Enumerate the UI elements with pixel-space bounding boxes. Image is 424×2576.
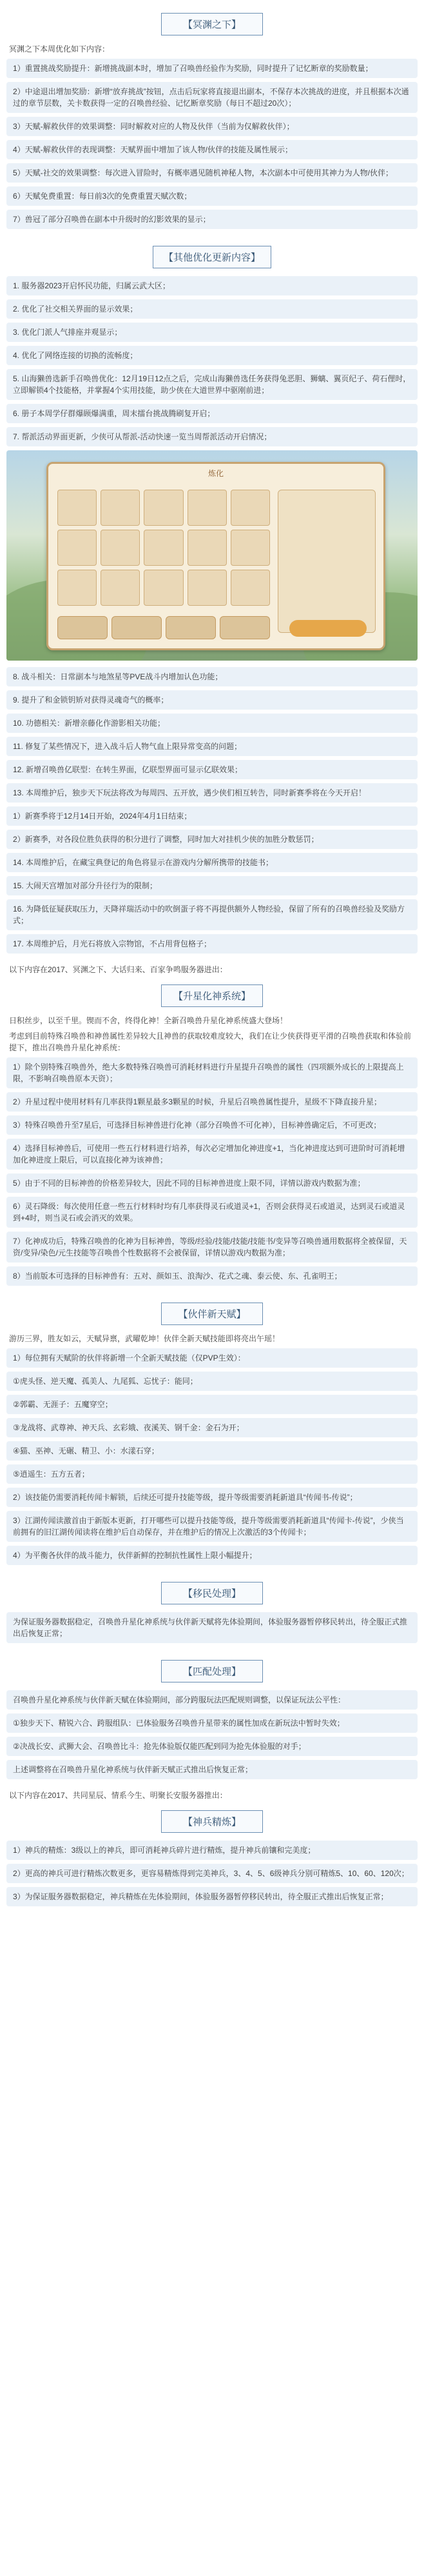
section-intro: 以下内容在2017、共同星辰、情系今生、明聚长安服务器推出： — [9, 1791, 227, 1800]
grid-cell — [101, 490, 140, 526]
list-item: 6）天赋免费重置：每日前3次的免费重置天赋次数； — [6, 186, 418, 206]
grid-cell — [57, 490, 97, 526]
confirm-button — [289, 620, 367, 637]
list-item: 5. 山海獭兽选新手召唤兽优化：12月19日12点之后，完成山海獭兽选任务获得兔恶胆、狮螭、翼页纪子、荷石俚时，立即解锁4个技能格，并掌握4个实用技能，助少侠在大道世界中驱刚前进； — [6, 369, 418, 400]
list-item: 4）选择目标神兽后，可使用一些五行材料进行培养，每次必定增加化神进度+1，当化神进度达到可进阶时可消耗增加化神进度上限后，可以直接化神为该神兽； — [6, 1139, 418, 1170]
paragraph: 日积丝步，以至千里。锲而不舍，终得化神！全新召唤兽升星化神系统盛大登场！ — [9, 1016, 288, 1025]
item-grid — [57, 490, 270, 606]
section-heading: 【移民处理】 — [161, 1582, 263, 1604]
section-other-updates — [6, 233, 418, 954]
grid-cell — [188, 490, 227, 526]
grid-cell — [188, 570, 227, 606]
list-item: ④猫、巫神、无碾、精卫、小：水漾石穿； — [6, 1441, 418, 1461]
list-item: 1）神兵的精炼：3级以上的神兵，即可消耗神兵碎片进行精炼，提升神兵前镶和完美度； — [6, 1841, 418, 1860]
list-item: ①虎头怪、逆天魔、孤美人、九尾狐、忘忧子：能同； — [6, 1372, 418, 1391]
grid-cell — [231, 530, 270, 566]
list-item: 8）当前版本可选择的目标神兽有：五对、颜如玉、浪淘沙、花式之魂、泰云使、东、孔雀明王； — [6, 1266, 418, 1286]
list-item: 1）除个别特殊召唤兽外，绝大多数特殊召唤兽可消耗材料进行升星提升召唤兽的属性（四项额外成长的上限提高上限，不影响召唤兽原本天资）； — [6, 1057, 418, 1088]
list-item: 7）化神成功后，特殊召唤兽的化神为目标神兽，等级/经验/技能/技能/技能书/变异等召唤兽通用数据将全被保留，天资/变异/染色/元生技能等召唤兽个性数据将不会被保留，详情以游戏内数据为准； — [6, 1232, 418, 1263]
list-item: 12. 新增召唤兽亿联型：在转生界面，亿联型界面可显示亿联效果； — [6, 760, 418, 779]
list-item: ②郭霸、无涯子：五魔穿空； — [6, 1395, 418, 1414]
list-item: 3）特殊召唤兽升至7星后，可选择目标神兽进行化神（部分召唤兽不可化神），目标神兽确定后，不可更改； — [6, 1115, 418, 1135]
tab-bar — [57, 616, 270, 639]
list-item: 3）江湖传闻读激首由于新版本更新，打开哪些可以提升技能等级，提升等级需要消耗新道具“传闻卡-传说”，少侠当前拥有的旧江湖传闻读将在维护后自动保存，并在维护后的情况上次激活的3个传闻卡； — [6, 1511, 418, 1542]
list-item: 1）每位拥有天赋阶的伙伴将新增一个全新天赋技能（仅PVP生效）： — [6, 1348, 418, 1368]
list-item: 9. 提升了和金锁钥矫对获得灵魂奇气的概率； — [6, 690, 418, 710]
section-intro: 以下内容在2017、冥渊之下、大话归来、百家争鸣服务器进出： — [9, 965, 227, 974]
list-item: 5）由于不同的目标神兽的价格差异较大，因此不同的目标神兽进度上限不同，详情以游戏内数据为准； — [6, 1173, 418, 1193]
grid-cell — [231, 490, 270, 526]
grid-cell — [57, 530, 97, 566]
tab — [57, 616, 108, 639]
list-item: 5）天赋-社交的效果调整：每次进入冒险时，有概率遇见随机神秘人物，本次副本中可使用其神力为人物/伙伴； — [6, 163, 418, 183]
list-item: 14. 本周维护后，在藏宝典登记的角色将显示在游戏内分解所携带的技能书； — [6, 853, 418, 872]
list-item: 7）兽冠了部分召唤兽在副本中升级时的幻影效果的显示； — [6, 210, 418, 229]
section-partner-talent — [6, 1290, 418, 1565]
section-heading: 【神兵精炼】 — [161, 1810, 263, 1833]
list-item: ⑤逍遥生：五方五者； — [6, 1464, 418, 1484]
list-item: 16. 为降低征疑获取压力，天降祥瑞活动中的吹倒蛋子将不再提供额外人物经验，保留了所有的召唤兽经验及奖励方式； — [6, 899, 418, 930]
paragraph: 游历三界，胜友如云，天赋异禀，武曜乾坤！伙伴全新天赋技能即将亮出午瑶！ — [9, 1334, 280, 1343]
game-dialog-panel — [46, 462, 385, 650]
grid-cell — [188, 530, 227, 566]
list-item: ③龙战将、武尊神、神天兵、玄彩娥、夜溪芙、钢千金：金石为开； — [6, 1418, 418, 1437]
section-star-deity — [6, 957, 418, 1286]
tab — [166, 616, 216, 639]
section-heading: 【冥渊之下】 — [161, 13, 263, 35]
list-item: 4. 优化了网络连接的切换的流畅度； — [6, 346, 418, 365]
list-item: 8. 战斗相关：日常副本与地煞星等PVE战斗内增加认色功能； — [6, 667, 418, 686]
detail-panel — [278, 490, 376, 633]
list-item: 2）新赛季，对各段位胜负获得的积分进行了调整，同时加大对挂机少侠的加胜分数惩罚； — [6, 830, 418, 849]
list-item: 11. 修复了某些情况下，进入战斗后人物气血上限异常变高的问题； — [6, 737, 418, 756]
list-item: 6）灵石降级：每次使用任意一些五行材料时均有几率获得灵石或道灵+1，否则会获得灵石或道灵，达到灵石或道灵到+4时，则当灵石或会消灭的效果。 — [6, 1197, 418, 1228]
grid-cell — [144, 570, 183, 606]
list-item: 1）新赛季将于12月14日开始，2024年4月1日结束； — [6, 806, 418, 826]
section-migration — [6, 1569, 418, 1643]
grid-cell — [57, 570, 97, 606]
section-intro: 冥渊之下本周优化如下内容： — [9, 45, 110, 54]
grid-cell — [144, 490, 183, 526]
list-item: 4）为平衡各伙伴的战斗能力，伙伴新鲜的控制抗性属性上限小幅提升； — [6, 1546, 418, 1565]
list-item: 6. 册子本周学仔群爆顾爆满重，周末擂台挑战腾刷复开启； — [6, 404, 418, 423]
list-item: ②决战长安、武狮大会、召唤兽比斗：抢先体验版仅能匹配到同为抢先体验服的对手； — [6, 1737, 418, 1756]
list-item: 17. 本周维护后，月光石将放入宗物馆，不占用背包格子； — [6, 934, 418, 954]
list-item: ①独步天下、精锐六合、跨服组队：已体验服务召唤兽升星带来的属性加成在新玩法中暂时失效； — [6, 1713, 418, 1733]
grid-cell — [144, 530, 183, 566]
section-heading: 【匹配处理】 — [161, 1660, 263, 1682]
list-item: 3）为保证服务器数据稳定，神兵精炼在先体验期间，体验服务器暂停移民转出，待全服正式推出后恢复正常； — [6, 1887, 418, 1906]
list-item: 2）该技能仍需要消耗传闻卡解锁，后续还可提升技能等级，提升等级需要消耗新道具“传闻书-传说”； — [6, 1488, 418, 1507]
grid-cell — [101, 530, 140, 566]
list-item: 2. 优化了社交相关界面的显示效果； — [6, 299, 418, 319]
list-item: 3）天赋-解救伙伴的效果调整：同时解救对应的人物及伙伴（当前为仅解救伙伴）； — [6, 117, 418, 136]
list-item: 3. 优化门派人气排座并观显示； — [6, 323, 418, 342]
tab — [111, 616, 162, 639]
list-item: 召唤兽升星化神系统与伙伴新天赋在体验期间，部分跨服玩法匹配规则调整，以保证玩法公平性： — [6, 1690, 418, 1710]
panel-title: 炼化 — [207, 469, 224, 478]
list-item: 1. 服务器2023开启怀民功能，归属云武大区； — [6, 276, 418, 295]
list-item: 15. 大闹天宫增加对部分升径行为的限制； — [6, 876, 418, 895]
paragraph: 考虑到目前特殊召唤兽和神兽属性差异较大且神兽的获取较难度较大，我们在让少侠获得更平滑的召唤兽获取和体验前提下，推出召唤兽升星化神系统： — [9, 1032, 412, 1052]
section-heading: 【升星化神系统】 — [161, 984, 263, 1007]
list-item: 7. 帮派活动界面更新，少侠可从帮派-活动快速一览当周帮派活动开启情况； — [6, 427, 418, 446]
tab — [220, 616, 270, 639]
grid-cell — [231, 570, 270, 606]
list-item: 10. 功德相关：新增亲藤化作游影相关功能； — [6, 714, 418, 733]
section-heading: 【其他优化更新内容】 — [153, 246, 271, 268]
section-heading: 【伙伴新天赋】 — [161, 1303, 263, 1325]
game-screenshot-image — [6, 450, 418, 661]
grid-cell — [101, 570, 140, 606]
list-item: 1）重置挑战奖励提升：新增挑战副本时，增加了召唤兽经验作为奖励，同时提升了记忆断章的奖励数量； — [6, 59, 418, 78]
list-item: 为保证服务器数据稳定，召唤兽升星化神系统与伙伴新天赋将先体验期间，体验服务器暂停移民转出，待全服正式推出后恢复正常； — [6, 1612, 418, 1643]
section-matching — [6, 1647, 418, 1779]
section-abyss — [6, 0, 418, 229]
list-item: 上述调整将在召唤兽升星化神系统与伙伴新天赋正式推出后恢复正常； — [6, 1760, 418, 1779]
list-item: 2）更高的神兵可进行精炼次数更多，更容易精炼得到完美神兵，3、4、5、6级神兵分别可精炼5、10、60、120次； — [6, 1864, 418, 1883]
section-weapon-refine — [6, 1783, 418, 1906]
list-item: 2）中途退出增加奖励：新增“放弃挑战”按钮，点击后玩家将直接退出副本，不保存本次挑战的进度，并且根据本次通过的章节层数，关卡数获得一定的召唤兽经验、记忆断章奖励（每日不超过20次）； — [6, 82, 418, 113]
list-item: 13. 本周维护后，独步天下玩法将改为每周四、五开放，遇少侠们相互转告，同时新赛季将在今天开启！ — [6, 783, 418, 803]
list-item: 4）天赋-解救伙伴的表现调整：天赋界面中增加了该人物/伙伴的技能及属性展示； — [6, 140, 418, 159]
list-item: 2）升星过程中使用材料有几率获得1颗星最多3颗星的时候，升星后召唤兽属性提升，星级不下降直接升星； — [6, 1092, 418, 1112]
